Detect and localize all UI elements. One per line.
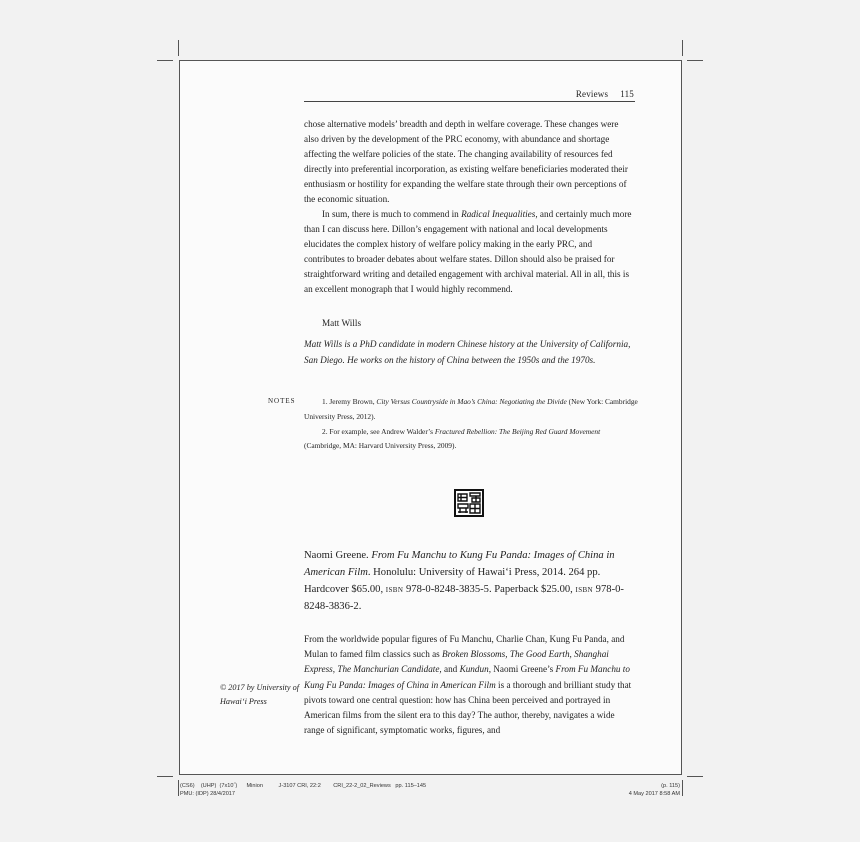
isbn-value: 978-0-8248-3835-5. Paperback $25.00, <box>403 584 576 595</box>
reviewer-bio: Matt Wills is a PhD candidate in modern Chinese history at the University of California, San Diego. He works on the history of China between the 1950s and the 1970s. <box>304 339 631 365</box>
text-span: is a thorough and brilliant study that pivots toward one central question: how has China been perceived and portrayed in American films from the silent era to this day? The author, thereby, navigates a wide range of significant, symptomatic works, figures, and <box>304 679 632 736</box>
text-span: , and certainly much more than I can discuss here. Dillon’s engagement with national and local developments elucidates the complex history of welfare policy making in the early PRC, and contributes to broader debates about welfare states. Dillon should also be praised for straightforward writing and detailed engagement with archival material. All in all, this is an excellent monograph that I would highly recommend. <box>304 209 632 294</box>
crop-mark <box>178 40 179 56</box>
notes-label: NOTES <box>268 397 296 405</box>
isbn-label: isbn <box>385 584 404 595</box>
crop-mark <box>687 776 703 777</box>
text-span: From the worldwide popular figures of Fu Manchu, Charlie Chan, Kung Fu Panda, and Mulan to famed film classics such as <box>304 634 625 660</box>
text-span: In sum, there is much to commend in <box>322 209 462 219</box>
crop-mark <box>157 776 173 777</box>
copyright-notice: © 2017 by University of Hawai‘i Press <box>220 683 299 706</box>
film-title: Kundun <box>459 664 489 675</box>
book-title: From Fu Manchu to Kung Fu Panda: Images of China in American Film <box>304 664 630 690</box>
crop-mark <box>682 780 683 796</box>
film-titles: Broken Blossoms, The Good Earth, Shanghai Express, The Manchurian Candidate, <box>304 649 609 675</box>
note-number: 2. For example, see Andrew Walder’s <box>322 426 435 436</box>
reviewer-name: Matt Wills <box>322 318 362 328</box>
footer-right <box>560 782 680 798</box>
review2-paragraph <box>304 632 636 738</box>
crop-mark <box>682 40 683 56</box>
notes <box>304 395 638 454</box>
citation-publisher: . Honolulu: University of Hawai‘i Press, 2014. 264 pp. Hardcover $65.00, <box>304 567 601 595</box>
note-item <box>304 395 638 425</box>
note-text: (Cambridge, MA: Harvard University Press, 2009). <box>304 441 457 451</box>
note-title: Fractured Rebellion: The Beijing Red Guard Movement <box>434 426 601 436</box>
running-head <box>0 89 634 99</box>
note-item <box>304 425 638 455</box>
book-title: Radical Inequalities <box>461 209 536 219</box>
footer-pmu: PMU: (IDP) 28/4/2017 <box>180 791 236 797</box>
citation-title: From Fu Manchu to Kung Fu Panda: Images of China in American Film <box>304 550 615 578</box>
note-number: 1. Jeremy Brown, <box>322 397 377 406</box>
page-number: 115 <box>620 89 634 99</box>
note-title: City Versus Countryside in Mao’s China: Negotiating the Divide <box>376 397 567 406</box>
header-rule <box>304 101 635 102</box>
crop-mark <box>178 780 179 796</box>
crop-mark <box>157 60 173 61</box>
review-body <box>304 117 634 297</box>
citation-author: Naomi Greene. <box>304 550 372 561</box>
isbn-value: 978-0-8248-3836-2. <box>304 584 624 612</box>
section-ornament-icon <box>454 489 484 517</box>
text-span: , Naomi Greene’s <box>488 664 556 675</box>
book-citation <box>304 547 636 615</box>
note-text: (New York: Cambridge University Press, 2012). <box>304 397 638 421</box>
footer-left <box>180 782 426 798</box>
crop-mark <box>687 60 703 61</box>
footer-slug: (CS6) (UHP) (7x10˝) Minion J-3107 CRI, 22:2 CRI_22-2_02_Reviews pp. 115–145 <box>180 783 427 789</box>
running-head-title: Reviews <box>575 89 609 99</box>
review-paragraph <box>304 207 634 297</box>
text-span: and <box>441 664 460 675</box>
footer-page-ref: (p. 115) <box>661 783 680 789</box>
footer-date: 4 May 2017 8:58 AM <box>628 791 680 797</box>
review-paragraph: chose alternative models’ breadth and depth in welfare coverage. These changes were also driven by the development of the PRC economy, with abundance and shortage affecting the welfare policies of the state. The changing availability of resources fed directly into preferential incorporation, as existing welfare beneficiaries moderated their enthusiasm or hostility for expanding the welfare state through their own perceptions of the economic situation. <box>304 119 628 204</box>
isbn-label: isbn <box>575 584 594 595</box>
